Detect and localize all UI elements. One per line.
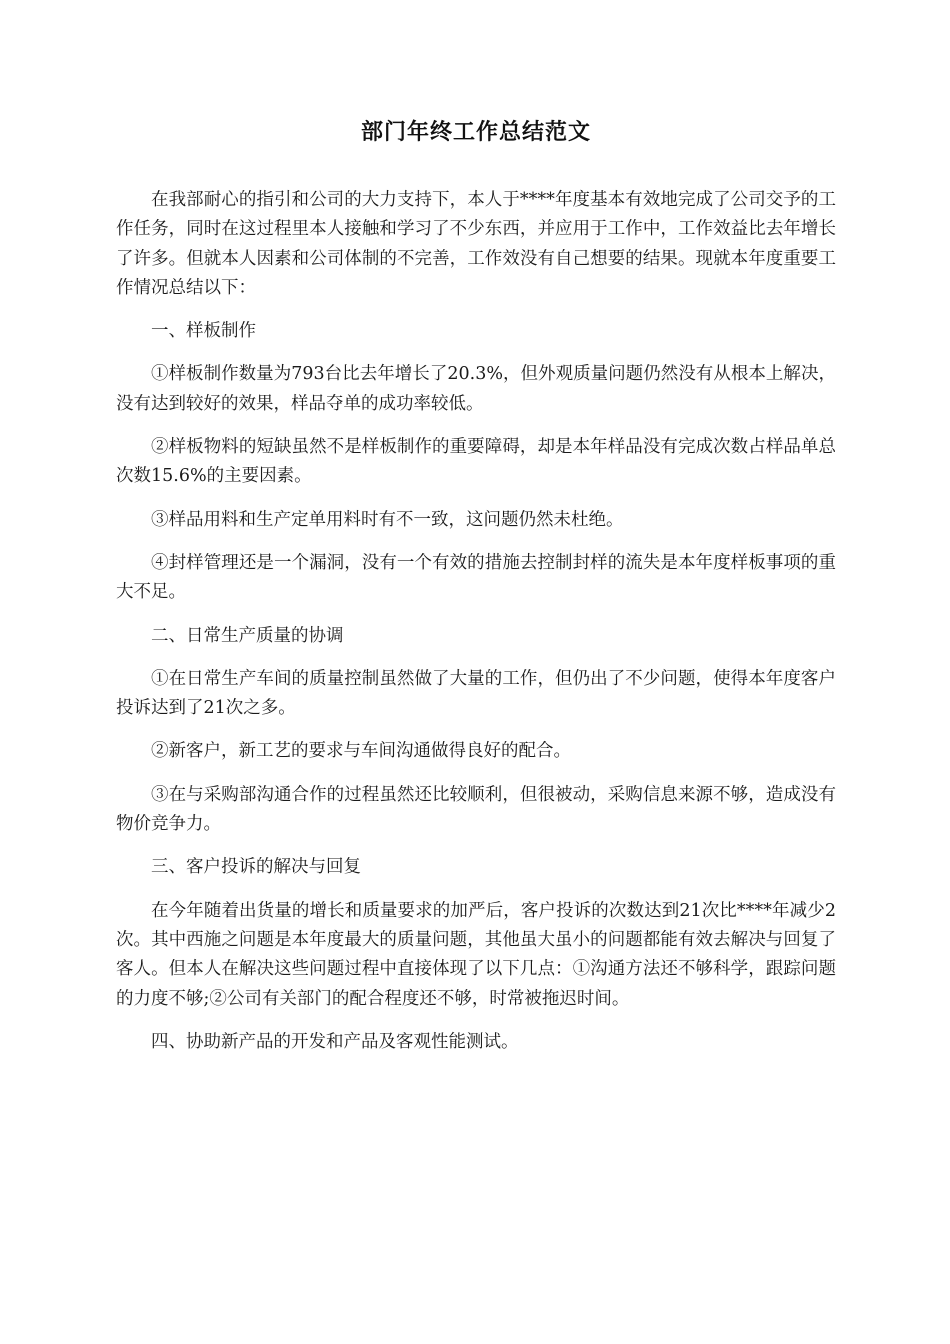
paragraph-1-2: ②样板物料的短缺虽然不是样板制作的重要障碍，却是本年样品没有完成次数占样品单总次数15.6%的主要因素。 [116, 437, 836, 487]
section-heading-3: 三、客户投诉的解决与回复 [151, 857, 361, 878]
paragraph-2-3: ③在与采购部沟通合作的过程虽然还比较顺利，但很被动，采购信息来源不够，造成没有物价竞争力。 [116, 784, 836, 835]
paragraph-1-4: ④封样管理还是一个漏洞，没有一个有效的措施去控制封样的流失是本年度样板事项的重大不足。 [116, 552, 836, 603]
paragraph-1-3: ③样品用料和生产定单用料时有不一致，这问题仍然未杜绝。 [151, 509, 624, 530]
paragraph-2-1: ①在日常生产车间的质量控制虽然做了大量的工作，但仍出了不少问题，使得本年度客户投诉达到了21次之多。 [116, 668, 836, 719]
section-heading-4: 四、协助新产品的开发和产品及客观性能测试。 [151, 1031, 519, 1052]
document-title: 部门年终工作总结范文 [360, 120, 591, 145]
intro-paragraph: 在我部耐心的指引和公司的大力支持下，本人于****年度基本有效地完成了公司交予的工作任务，同时在这过程里本人接触和学习了不少东西，并应用于工作中，工作效益比去年增长了许多。但就本人因素和公司体制的不完善，工作效没有自己想要的结果。现就本年度重要工作情况总结以下： [116, 190, 836, 298]
paragraph-1-1: ①样板制作数量为793台比去年增长了20.3%，但外观质量问题仍然没有从根本上解决，没有达到较好的效果，样品夺单的成功率较低。 [116, 364, 836, 414]
paragraph-2-2: ②新客户，新工艺的要求与车间沟通做得良好的配合。 [151, 741, 571, 762]
section-heading-2: 二、日常生产质量的协调 [151, 625, 344, 646]
document-page [116, 118, 836, 1071]
section-heading-1: 一、样板制作 [151, 321, 256, 342]
paragraph-3-1: 在今年随着出货量的增长和质量要求的加严后，客户投诉的次数达到21次比****年减少2次。其中西施之问题是本年度最大的质量问题，其他虽大虽小的问题都能有效去解决与回复了客人。但本人在解决这些问题过程中直接体现了以下几点：①沟通方法还不够科学，跟踪问题的力度不够;②公司有关部门的配合程度还不够，时常被拖迟时间。 [116, 900, 836, 1009]
